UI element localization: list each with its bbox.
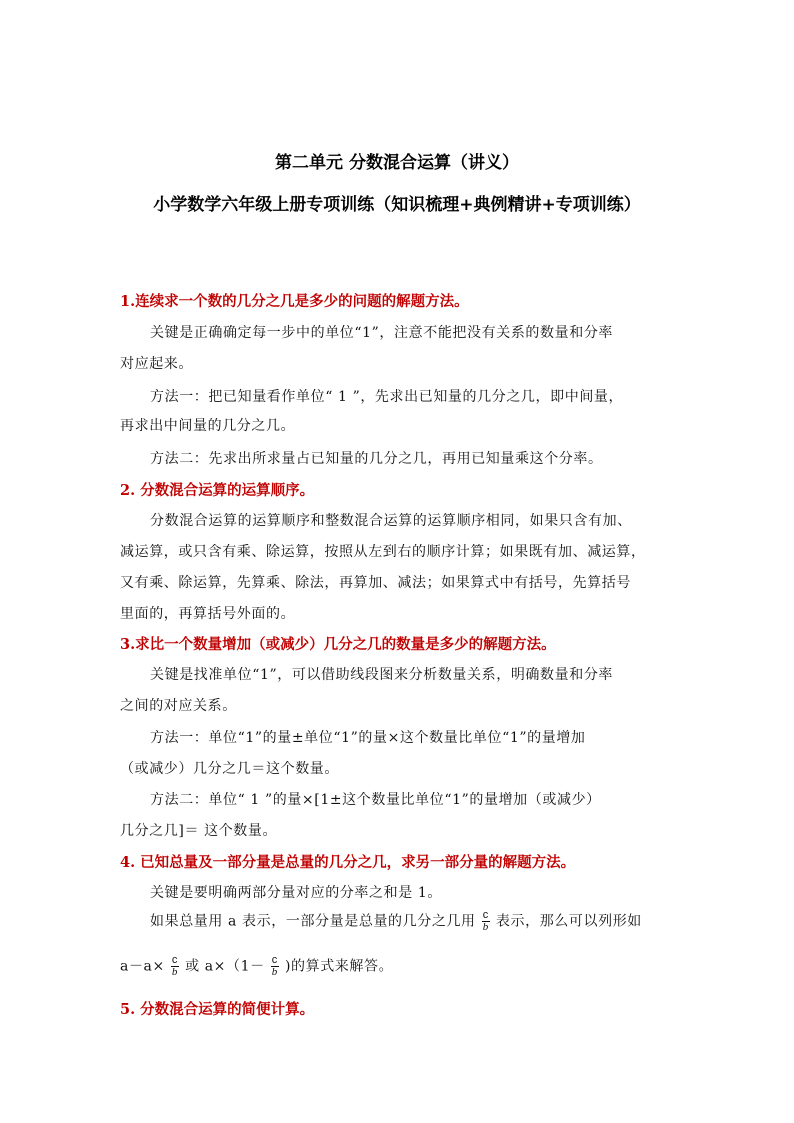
fraction-c-over-b [482,910,490,933]
section-1-paragraph-2-line-2: 再求出中间量的几分之几。 [120,418,296,434]
section-1-paragraph-3-line-1: 方法二：先求出所求量占已知量的几分之几，再用已知量乘这个分率。 [150,451,603,467]
section-4-paragraph-1-line-1: 关键是要明确两部分量对应的分率之和是 1。 [150,885,442,901]
fraction-denominator: b [171,966,178,978]
section-4-heading: 4. 已知总量及一部分量是总量的几分之几，求另一部分量的解题方法。 [120,854,576,871]
section-1-paragraph-1-line-2: 对应起来。 [120,356,193,372]
section-3-paragraph-3-line-2: 几分之几]＝ 这个数量。 [120,823,278,839]
section-3-paragraph-3-line-1: 方法二：单位“ 1 ”的量×[1±这个数量比单位“1”的量增加（或减少） [150,792,601,808]
fraction-numerator: c [482,909,489,921]
section-4-formula-part-c: )的算式来解答。 [284,958,394,975]
section-4-paragraph-2-text-a: 如果总量用 a 表示，一部分量是总量的几分之几用 [150,913,476,930]
section-1-paragraph-1-line-1: 关键是正确确定每一步中的单位“1”，注意不能把没有关系的数量和分率 [150,325,614,341]
section-3-heading: 3.求比一个数量增加（或减少）几分之几的数量是多少的解题方法。 [120,636,556,653]
section-2-paragraph-line-3: 又有乘、除运算，先算乘、除法，再算加、减法；如果算式中有括号，先算括号 [120,575,631,591]
section-3-paragraph-1-line-1: 关键是找准单位“1”，可以借助线段图来分析数量关系，明确数量和分率 [150,667,614,683]
fraction-numerator: c [171,954,178,966]
section-4-paragraph-2-text-b: 表示，那么可以列形如 [495,913,642,930]
fraction-denominator: b [271,966,278,978]
fraction-c-over-b [171,955,179,978]
section-1-heading: 1.连续求一个数的几分之几是多少的问题的解题方法。 [120,293,469,310]
section-3-paragraph-1-line-2: 之间的对应关系。 [120,698,237,714]
section-2-paragraph-line-2: 减运算，或只含有乘、除运算，按照从左到右的顺序计算；如果既有加、减运算， [120,544,646,560]
page-subtitle: 小学数学六年级上册专项训练（知识梳理+典例精讲+专项训练） [153,195,641,215]
section-5-heading: 5. 分数混合运算的简便计算。 [120,1001,315,1018]
section-2-paragraph-line-4: 里面的，再算括号外面的。 [120,606,296,622]
section-1-paragraph-2-line-1: 方法一：把已知量看作单位“ 1 ”，先求出已知量的几分之几，即中间量， [150,389,624,405]
section-4-paragraph-2-line-2 [120,955,393,978]
section-3-paragraph-2-line-1: 方法一：单位“1”的量±单位“1”的量×这个数量比单位“1”的量增加 [150,730,586,746]
page-title: 第二单元 分数混合运算（讲义） [275,153,519,173]
section-3-paragraph-2-line-2: （或减少）几分之几＝这个数量。 [120,761,339,777]
fraction-c-over-b [271,955,279,978]
section-2-paragraph-line-1: 分数混合运算的运算顺序和整数混合运算的运算顺序相同，如果只含有加、 [150,513,632,529]
section-2-heading: 2. 分数混合运算的运算顺序。 [120,482,315,499]
section-4-paragraph-2-line-1 [150,910,642,933]
section-4-formula-part-a: a－a× [120,958,165,975]
fraction-numerator: c [271,954,278,966]
section-4-formula-part-b: 或 a×（1－ [185,958,265,975]
fraction-denominator: b [482,921,489,933]
